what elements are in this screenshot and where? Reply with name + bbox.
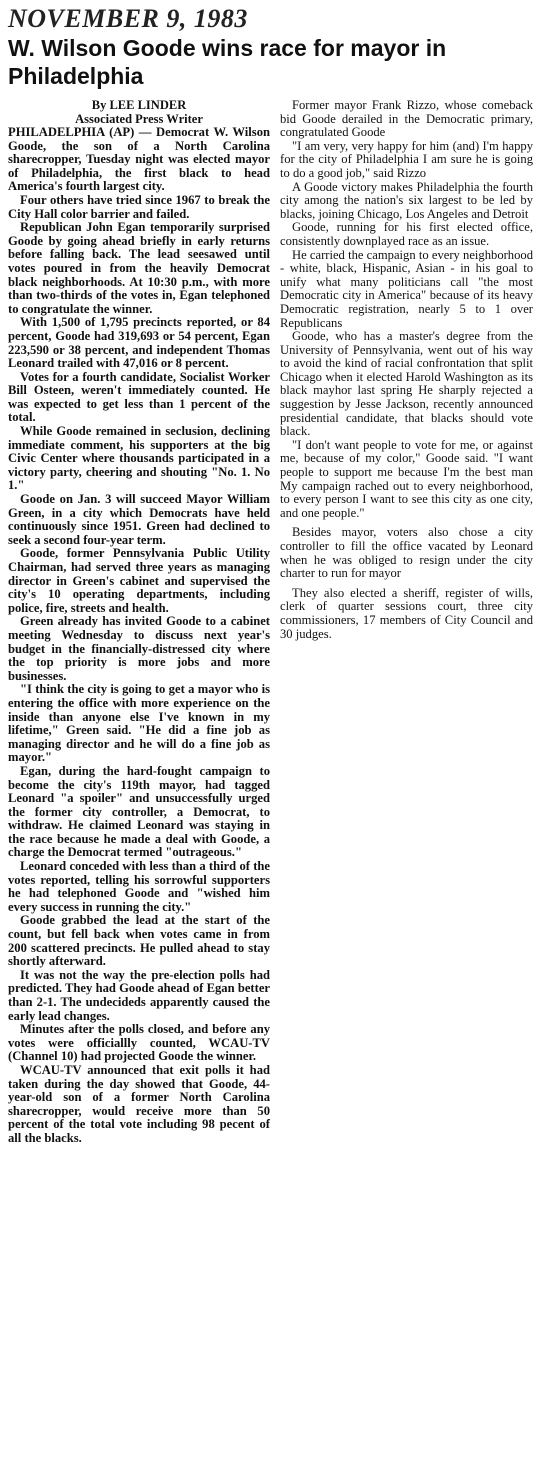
dateline: NOVEMBER 9, 1983 — [8, 4, 248, 33]
byline-author: By LEE LINDER — [91, 98, 187, 112]
article-paragraph: Goode, former Pennsylvania Public Utility Chairman, had served three years as managing director in Green's cabinet and supervised the city's 10 operating departments, including police, fire, streets and health. — [8, 546, 270, 615]
article-paragraph: It was not the way the pre-election polls had predicted. They had Goode ahead of Egan better than 2-1. The undecideds apparently caused the early lead changes. — [8, 967, 270, 1023]
article-paragraph: Former mayor Frank Rizzo, whose comeback bid Goode derailed in the Democratic primary, congratulated Goode — [280, 98, 533, 140]
article-paragraph: Egan, during the hard-fought campaign to become the city's 119th mayor, had tagged Leonard "a spoiler" and unsuccessfully urged the former city controller, a Democrat, to withdraw. He claimed Leonard was staying in the race because he made a deal with Goode, a charge the Democrat termed "outrageous." — [8, 763, 270, 860]
article-paragraph: Goode grabbed the lead at the start of the count, but fell back when votes came in from 200 scattered precincts. He pulled ahead to stay shortly afterward. — [8, 913, 270, 969]
article-paragraph: Besides mayor, voters also chose a city controller to fill the office vacated by Leonard when he was obliged to resign under the city charter to run for mayor — [280, 525, 533, 581]
article-paragraph: He carried the campaign to every neighborhood - white, black, Hispanic, Asian - in his goal to unify what many politicians call "the most Democratic city in America" because of its heavy Democratic registration, nearly 5 to 1 over Republicans — [280, 247, 533, 330]
article-paragraph: Republican John Egan temporarily surprised Goode by going ahead briefly in early returns before falling back. The lead seesawed until votes poured in from the heavily Democrat black neighborhoods. At 10:30 p.m., with more than two-thirds of the votes in, Egan telephoned to congratulate the winner. — [8, 220, 270, 316]
byline-agency: Associated Press Writer — [75, 111, 203, 126]
article-paragraph: PHILADELPHIA (AP) — Democrat W. Wilson Goode, the son of a North Carolina sharecropper, Tuesday night was elected mayor of Philadelphia, the first black to head America's fourth largest city. — [8, 125, 270, 194]
article-paragraph: Leonard conceded with less than a third of the votes reported, telling his sorrowful supporters he had telephoned Goode and "wished him every success in running the city." — [8, 859, 270, 914]
article-paragraph: With 1,500 of 1,795 precincts reported, or 84 percent, Goode had 319,693 or 54 percent, Egan 223,590 or 38 percent, and independent Thomas Leonard trailed with 47,016 or 8 percent. — [8, 315, 270, 371]
article-paragraph: "I don't want people to vote for me, or against me, because of my color," Goode said. "I want people to support me because I'm the best man My campaign rached out to every neighborhood, to every person I want to see this city as one city, and one people." — [280, 437, 533, 520]
article-paragraph: Goode on Jan. 3 will succeed Mayor William Green, in a city which Democrats have held continuously since 1951. Green had declined to seek a second four-year term. — [8, 492, 270, 547]
article-paragraph: While Goode remained in seclusion, declining immediate comment, his supporters at the big Civic Center where thousands participated in a victory party, cheering and shouting "No. 1. No 1." — [8, 424, 270, 493]
article-paragraph: "I think the city is going to get a mayor who is entering the office with more experience on the inside than anyone else I've known in my lifetime," Green said. "He did a fine job as managing director and he will do a fine job as mayor." — [8, 682, 270, 765]
article-paragraph: Goode, running for his first elected office, consistently downplayed race as an issue. — [280, 220, 533, 248]
article-column-left — [8, 99, 270, 1146]
article-paragraph: "I am very, very happy for him (and) I'm happy for the city of Philadelphia I am sure he is going to do a good job," said Rizzo — [280, 138, 533, 180]
article-paragraph: They also elected a sheriff, register of wills, clerk of quarter sessions court, three city commissioners, 17 members of City Council and 30 judges. — [280, 585, 533, 641]
article-paragraph: Minutes after the polls closed, and before any votes were officiallly counted, WCAU-TV (Channel 10) had projected Goode the winner. — [8, 1022, 270, 1064]
headline: W. Wilson Goode wins race for mayor in Philadelphia — [8, 35, 447, 89]
article-paragraph: Four others have tried since 1967 to break the City Hall color barrier and failed. — [8, 192, 270, 221]
article-column-right — [280, 99, 533, 641]
article-paragraph: Goode, who has a master's degree from the University of Pennsylvania, went out of his way to avoid the kind of racial confrontation that split Chicago when it elected Harold Washington as its black mayhor last spring He sharply rejected a suggestion by Jesse Jackson, recently announced presidential candidate, that blacks should vote black. — [280, 329, 533, 439]
article-paragraph: Green already has invited Goode to a cabinet meeting Wednesday to discuss next year's budget in the financially-distressed city where the top priority is more jobs and more businesses. — [8, 614, 270, 683]
article-paragraph: Votes for a fourth candidate, Socialist Worker Bill Osteen, weren't immediately counted. He was expected to get less than 1 percent of the total. — [8, 369, 270, 425]
article-paragraph: A Goode victory makes Philadelphia the fourth city among the nation's six largest to be led by blacks, joining Chicago, Los Angeles and Detroit — [280, 179, 533, 221]
article-paragraph: WCAU-TV announced that exit polls it had taken during the day showed that Goode, 44-year-old son of a former North Carolina sharecropper, would receive more than 50 percent of the total vote including 98 pecent of all the blacks. — [8, 1062, 270, 1145]
